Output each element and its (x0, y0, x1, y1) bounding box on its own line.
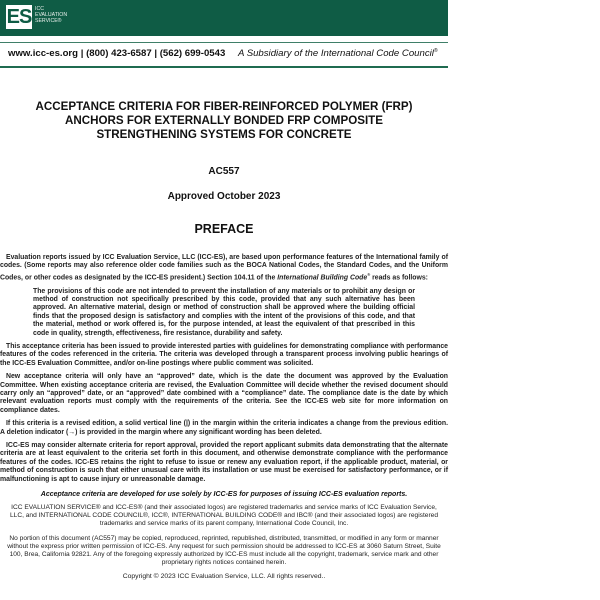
header-divider-top (0, 42, 448, 43)
subsidiary-text: A Subsidiary of the International Code Council® (237, 48, 438, 60)
contact-line (8, 48, 448, 59)
document-code: AC557 (208, 166, 240, 177)
purpose-paragraph: This acceptance criteria has been issued to provide interested parties with guidelines for demonstrating compliance with performance features of the codes referenced in the criteria. The criteria was developed through a transparent process involving public hearings of the ICC-ES Evaluation Committee, and/or on-line postings where public comment was solicited. (0, 342, 448, 367)
permissions-notice: No portion of this document (AC557) may be copied, reproduced, reprinted, republished, distributed, transmitted, or modified in any form or manner without the express prior written permission of ICC-ES. Any request for such permission should be addressed to ICC-ES at 3060 Saturn Street, Suite 100, Brea, California 92821. Any of the foregoing expressly authorized by ICC-ES must include all the copyright, trademark, service mark and other proprietary rights notices contained herein. (7, 534, 441, 567)
phone-1: (800) 423-6587 (86, 48, 152, 60)
icc-es-logo-mark: ES (6, 6, 32, 28)
revision-paragraph: If this criteria is a revised edition, a solid vertical line (|) in the margin within the criteria indicates a change from the previous edition. A deletion indicator (→) is provided in the margin where any significant wording has been deleted. (0, 420, 448, 436)
title-line: STRENGTHENING SYSTEMS FOR CONCRETE (96, 128, 352, 141)
approval-date: Approved October 2023 (167, 191, 281, 202)
title-line: ACCEPTANCE CRITERIA FOR FIBER-REINFORCED POLYMER (FRP) (35, 100, 413, 113)
preface-heading: PREFACE (194, 222, 254, 236)
alternate-criteria-paragraph: ICC-ES may consider alternate criteria for report approval, provided the report applicant submits data demonstrating that the alternate criteria are at least equivalent to the criteria set forth in this document, and otherwise demonstrate compliance with the performance features of the codes. ICC-ES retains the right to refuse to issue or renew any evaluation report, if the applicable product, material, or method of construction is such that either unusual care with its installation or use must be exercised for satisfactory performance, or if malfunctioning is apt to cause injury or unreasonable damage. (0, 442, 448, 483)
logo-line: SERVICE® (35, 18, 62, 24)
phone-2: (562) 699-0543 (159, 48, 226, 60)
intro-paragraph: Evaluation reports issued by ICC Evaluation Service, LLC (ICC-ES), are based upon performance features of the International family of codes. (Some reports may also reference older code families such as the BOCA National Codes, the Standard Codes, and the Uniform Codes, or other codes as designated by the ICC-ES president.) Section 104.11 of the International Building Code® reads as follows: (0, 254, 448, 282)
usage-note: Acceptance criteria are developed for use solely by ICC-ES for purposes of issuing ICC-ES evaluation reports. (40, 491, 408, 499)
dates-paragraph: New acceptance criteria will only have an “approved” date, which is the date the document was approved by the Evaluation Committee. When existing acceptance criteria are revised, the Evaluation Committee will decide whether the revised document should carry only an “approved” date, or an “approved” date combined with a “compliance” date. The compliance date is the date by which relevant evaluation reports must comply with the requirements of the criteria. See the ICC-ES web site for more information on compliance dates. (0, 373, 448, 414)
header-banner (0, 0, 448, 36)
title-line: ANCHORS FOR EXTERNALLY BONDED FRP COMPOSITE (64, 114, 383, 127)
icc-es-logo-text (35, 6, 67, 24)
website-link[interactable]: www.icc-es.org (8, 48, 79, 60)
document-body (0, 100, 448, 580)
separator: | (80, 48, 84, 60)
separator: | (154, 48, 158, 60)
header-divider-bottom (0, 66, 448, 68)
trademark-notice: ICC EVALUATION SERVICE® and ICC-ES® (and their associated logos) are registered trademarks and service marks of ICC Evaluation Service, LLC, and INTERNATIONAL CODE COUNCIL®, ICC®, INTERNATIONAL BUILDING CODE® and IBC® (and their associated logos) are registered trademarks and service marks of its parent company, International Code Council, Inc. (9, 504, 438, 528)
logo-line: ICC (35, 6, 44, 12)
logo-line: EVALUATION (35, 12, 68, 18)
code-quote: The provisions of this code are not intended to prevent the installation of any materials or to prohibit any design or method of construction not specifically prescribed by this code, provided that any such alternative has been approved. An alternative material, design or method of construction shall be approved where the building official finds that the proposed design is satisfactory and complies with the intent of the provisions of this code, and that the material, method or work offered is, for the purpose intended, at least the equivalent of that prescribed in this code in quality, strength, effectiveness, fire resistance, durability and safety. (33, 287, 415, 337)
copyright-notice: Copyright © 2023 ICC Evaluation Service, LLC. All rights reserved.. (122, 573, 326, 581)
document-title (0, 100, 448, 142)
